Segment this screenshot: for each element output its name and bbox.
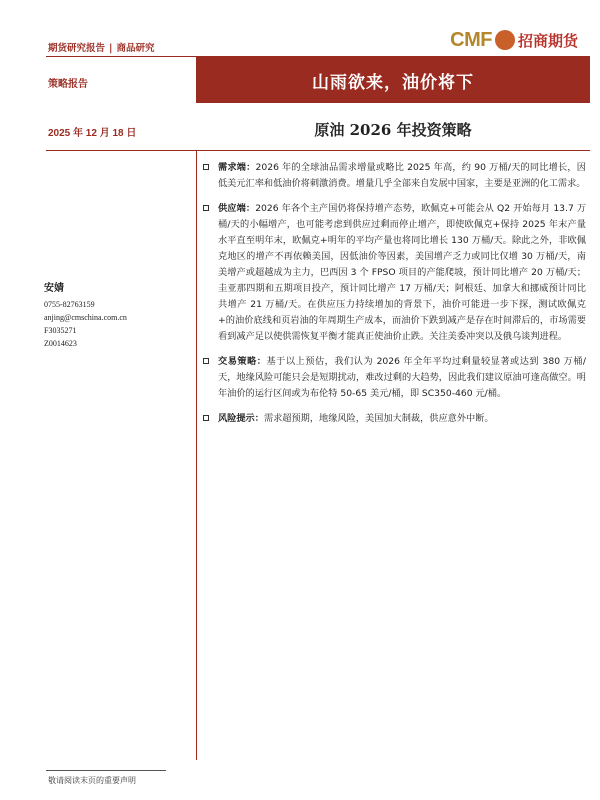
- footer-disclaimer: 敬请阅读末页的重要声明: [48, 776, 136, 785]
- section-text: 2026 年各个主产国仍将保持增产态势，欧佩克+可能会从 Q2 开始每月 13.7 万桶/天的小幅增产，也可能考虑到供应过剩而停止增产，即使欧佩克+保持 2025 年末产量水平直至明年末，欧佩克+明年的平均产量也将同比增长 130 万桶/天。除此之外，非欧佩克地区的增产不再依赖美国，因低油价等因素，美国增产乏力或同比仅增 30 万桶/天，南美增产或超越成为主力，巴西因 3 个 FPSO 项目的产能爬坡，预计同比增产 20 万桶/天；圭亚那四期和五期项目投产，预计同比增产 17 万桶/天；阿根廷、加拿大和挪威预计同比共增产 21 万桶/天。在供应压力持续增加的背景下，油价可能进一步下探，测试欧佩克+的油价底线和页岩油的年周期生产成本，而油价下跌到减产是存在时间滞后的，市场需要看到减产足以使供需恢复平衡才能真正使油价止跌。关注美委冲突以及俄乌谈判进程。: [218, 203, 587, 342]
- banner-title: 山雨欲来，油价将下: [312, 72, 474, 93]
- report-date: 2025 年 12 月 18 日: [48, 128, 137, 139]
- category-label: 期货研究报告: [48, 43, 106, 54]
- section-text: 基于以上预估，我们认为 2026 年全年平均过剩量较显著或达到 380 万桶/天，地缘风险可能只会是短期扰动，难改过剩的大趋势，因此我们建议原油可逢高做空。明年油价的运行区间或为布伦特 50-65 美元/桶，即 SC350-460 元/桶。: [218, 356, 586, 399]
- subtitle-text: 原油 2026 年投资策略: [314, 120, 472, 139]
- column-divider: [196, 150, 197, 760]
- logo-text-cn: 招商期货: [517, 31, 578, 50]
- section-supply: [202, 201, 586, 345]
- section-text: 需求超预期，地缘风险，美国加大制裁，供应意外中断。: [263, 413, 494, 424]
- analyst-name: 安婧: [44, 283, 64, 294]
- analyst-email: anjing@cmschina.com.cn: [44, 313, 127, 322]
- section-label: 需求端：: [218, 162, 256, 173]
- section-demand: [202, 160, 586, 192]
- report-subtitle: [196, 116, 590, 142]
- section-label: 供应端：: [218, 203, 256, 214]
- report-category: [48, 40, 155, 54]
- section-label: 风险提示：: [218, 413, 264, 424]
- subtitle-divider: [46, 150, 590, 151]
- checkbox-bullet-icon: [203, 205, 209, 211]
- analyst-phone: 0755-82763159: [44, 300, 95, 309]
- title-banner: [196, 57, 590, 103]
- category-separator: |: [109, 43, 113, 54]
- logo-text-en: CMF: [450, 28, 492, 51]
- cmf-logo: [450, 28, 578, 52]
- analyst-info: [44, 282, 127, 350]
- checkbox-bullet-icon: [203, 415, 209, 421]
- checkbox-bullet-icon: [203, 164, 209, 170]
- section-label: 交易策略：: [218, 356, 267, 367]
- logo-mark-icon: [495, 30, 515, 50]
- analyst-license-futures: F3035271: [44, 326, 77, 335]
- subcategory-label: 商品研究: [116, 43, 155, 54]
- section-risk: [202, 411, 586, 427]
- analyst-license-advisory: Z0014623: [44, 339, 77, 348]
- checkbox-bullet-icon: [203, 358, 209, 364]
- section-text: 2026 年的全球油品需求增量或略比 2025 年高，约 90 万桶/天的同比增长，因低美元汇率和低油价将刺激消费。增量几乎全部来自发展中国家，主要是亚洲的化工需求。: [218, 162, 586, 189]
- report-type: 策略报告: [48, 79, 88, 90]
- footer-divider: [46, 770, 166, 771]
- section-strategy: [202, 354, 586, 402]
- main-content: [202, 160, 586, 436]
